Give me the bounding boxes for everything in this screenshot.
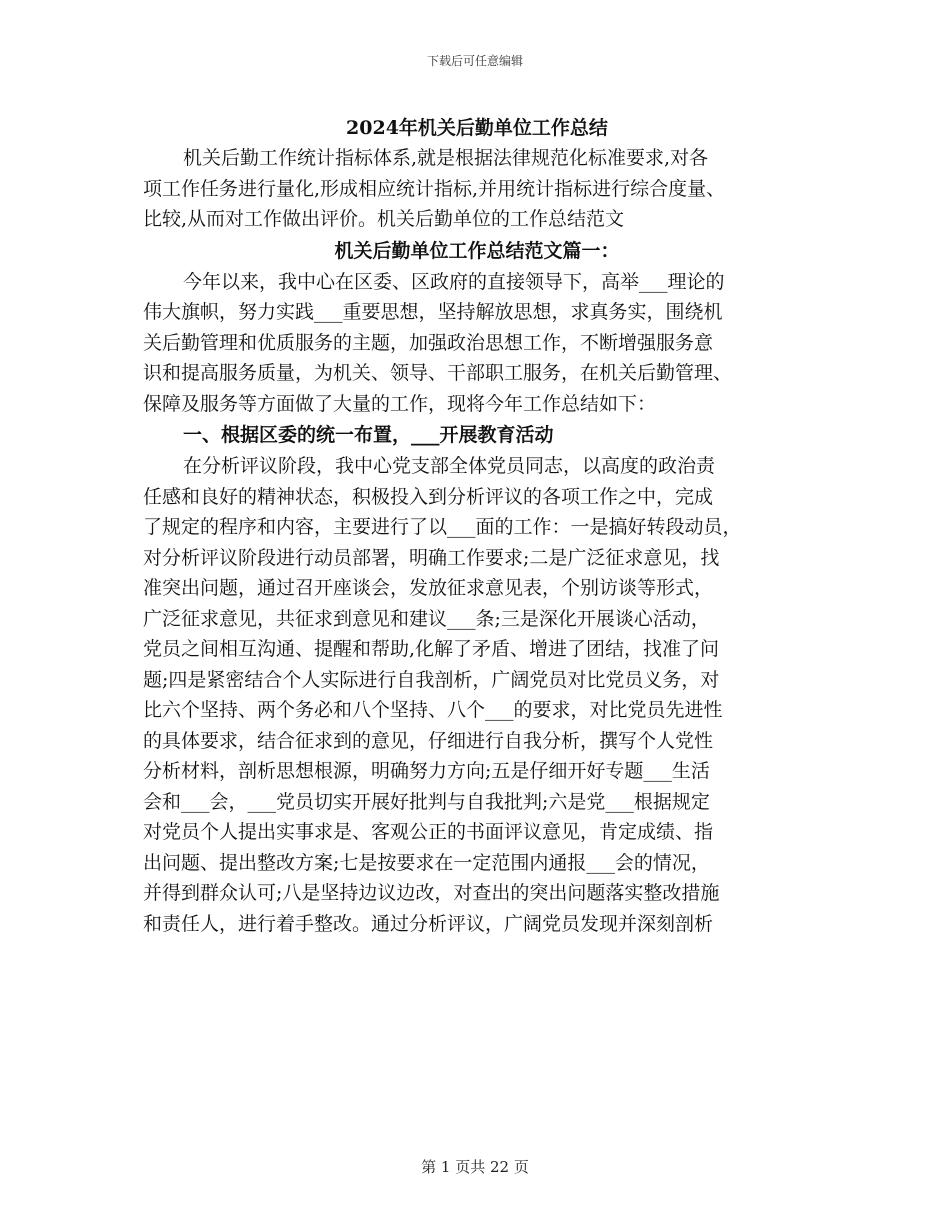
intro-line: 机关后勤工作统计指标体系,就是根据法律规范化标准要求,对各 xyxy=(183,147,709,169)
paragraph-line: 分析材料，剖析思想根源，明确努力方向;五是仔细开好专题___生活 xyxy=(143,760,710,782)
section-subtitle: 机关后勤单位工作总结范文篇一： xyxy=(334,239,620,262)
paragraph-line: 保障及服务等方面做了大量的工作，现将今年工作总结如下： xyxy=(143,392,657,415)
paragraph-line: 任感和良好的精神状态，积极投入到分析评议的各项工作之中，完成 xyxy=(143,485,714,508)
paragraph-line: 识和提高服务质量，为机关、领导、干部职工服务，在机关后勤管理、 xyxy=(143,362,733,384)
paragraph-line: 出问题、提出整改方案;七是按要求在一定范围内通报___会的情况， xyxy=(143,851,710,874)
page-number: 第 1 页共 22 页 xyxy=(421,1158,529,1176)
paragraph-line: 对党员个人提出实事求是、客观公正的书面评议意见，肯定成绩、指 xyxy=(143,821,714,843)
paragraph-line: 对分析评议阶段进行动员部署，明确工作要求;二是广泛征求意见，找 xyxy=(143,546,720,569)
paragraph-line: 和责任人，进行着手整改。通过分析评议，广阔党员发现并深刻剖析 xyxy=(143,912,714,935)
paragraph-line: 党员之间相互沟通、提醒和帮助,化解了矛盾、增进了团结，找准了问 xyxy=(143,638,720,660)
paragraph-line: 比六个坚持、两个务必和八个坚持、八个___的要求，对比党员先进性 xyxy=(143,699,723,721)
paragraph-2 xyxy=(143,451,811,939)
paragraph-line: 今年以来，我中心在区委、区政府的直接领导下，高举___理论的 xyxy=(183,270,725,293)
paragraph-line: 会和___会，___党员切实开展好批判与自我批判;六是党___根据规定 xyxy=(143,790,710,813)
section-heading: 一、根据区委的统一布置，___开展教育活动 xyxy=(183,424,554,446)
paragraph-1 xyxy=(143,267,811,420)
intro-paragraph xyxy=(143,143,811,235)
intro-line: 比较,从而对工作做出评价。机关后勤单位的工作总结范文 xyxy=(143,208,625,230)
paragraph-line: 并得到群众认可;八是坚持边议边改，对查出的突出问题落实整改措施 xyxy=(143,882,720,904)
paragraph-line: 准突出问题，通过召开座谈会，发放征求意见表，个别访谈等形式， xyxy=(143,577,714,599)
header-note: 下载后可任意编辑 xyxy=(426,54,523,68)
paragraph-line: 了规定的程序和内容，主要进行了以___面的工作：一是搞好转段动员， xyxy=(143,516,742,538)
paragraph-line: 关后勤管理和优质服务的主题，加强政治思想工作，不断增强服务意 xyxy=(143,331,714,354)
document-title: 2024年机关后勤单位工作总结 xyxy=(346,117,608,139)
paragraph-line: 的具体要求，结合征求到的意见，仔细进行自我分析，撰写个人党性 xyxy=(143,729,714,752)
document-body xyxy=(143,113,811,939)
paragraph-line: 广泛征求意见，共征求到意见和建议___条;三是深化开展谈心活动， xyxy=(143,607,710,630)
paragraph-line: 题;四是紧密结合个人实际进行自我剖析，广阔党员对比党员义务，对 xyxy=(143,668,720,691)
intro-line: 项工作任务进行量化,形成相应统计指标,并用统计指标进行综合度量、 xyxy=(143,177,726,200)
paragraph-line: 在分析评议阶段，我中心党支部全体党员同志，以高度的政治责 xyxy=(183,455,716,477)
paragraph-line: 伟大旗帜，努力实践___重要思想，坚持解放思想，求真务实，围绕机 xyxy=(143,301,723,323)
